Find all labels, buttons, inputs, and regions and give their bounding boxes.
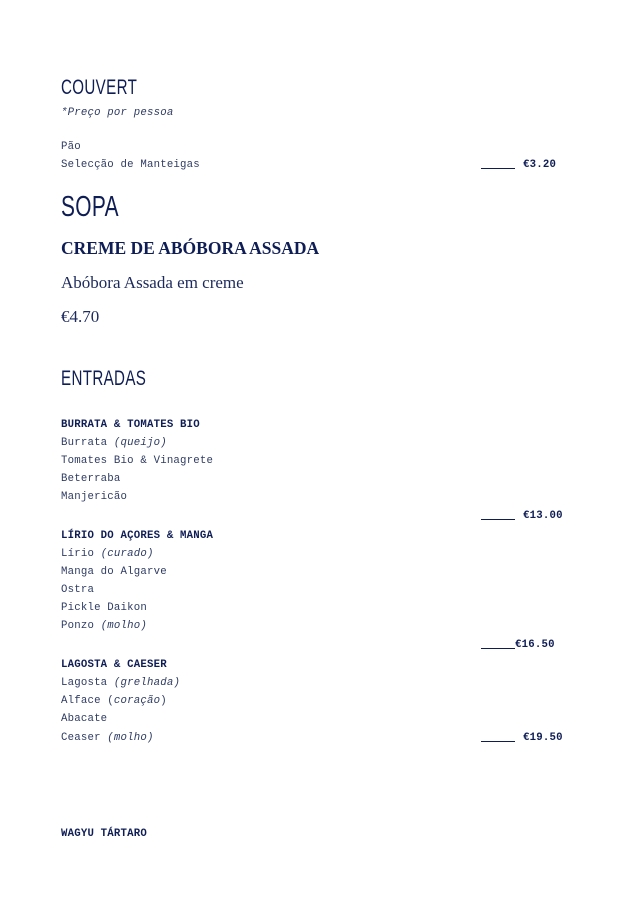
ingredient: Manjericão <box>61 491 128 503</box>
price-note: *Preço por pessoa <box>61 107 174 119</box>
ingredient: Pickle Daikon <box>61 602 147 614</box>
ingredient: Manga do Algarve <box>61 566 167 578</box>
section-title-sopa: SOPA <box>61 191 119 223</box>
ingredient: Burrata (queijo) <box>61 437 167 449</box>
ingredient: Tomates Bio & Vinagrete <box>61 455 214 467</box>
dish-name: LAGOSTA & CAESER <box>61 659 167 671</box>
ingredient: Ceaser (molho) <box>61 732 154 744</box>
ingredient: Beterraba <box>61 473 121 485</box>
ingredient: Alface (coração) <box>61 695 167 707</box>
ingredient: Lírio (curado) <box>61 548 154 560</box>
ingredient: Lagosta (grelhada) <box>61 677 181 689</box>
couvert-item: Selecção de Manteigas <box>61 159 200 171</box>
dish-name: BURRATA & TOMATES BIO <box>61 419 200 431</box>
section-title-couvert: COUVERT <box>61 76 138 99</box>
dish-name: LÍRIO DO AÇORES & MANGA <box>61 530 214 542</box>
ingredient: Abacate <box>61 713 108 725</box>
dish-price: €19.50 <box>481 732 563 744</box>
dish-description: Abóbora Assada em creme <box>61 273 244 292</box>
dish-name: CREME DE ABÓBORA ASSADA <box>61 238 320 258</box>
couvert-price: €3.20 <box>481 159 556 171</box>
couvert-item: Pão <box>61 141 81 153</box>
dish-price: €4.70 <box>61 307 100 326</box>
ingredient: Ostra <box>61 584 95 596</box>
dish-price: €13.00 <box>481 510 563 522</box>
dish-name: WAGYU TÁRTARO <box>61 828 147 840</box>
ingredient: Ponzo (molho) <box>61 620 147 632</box>
dish-price: €16.50 <box>481 639 555 651</box>
section-title-entradas: ENTRADAS <box>61 367 147 390</box>
